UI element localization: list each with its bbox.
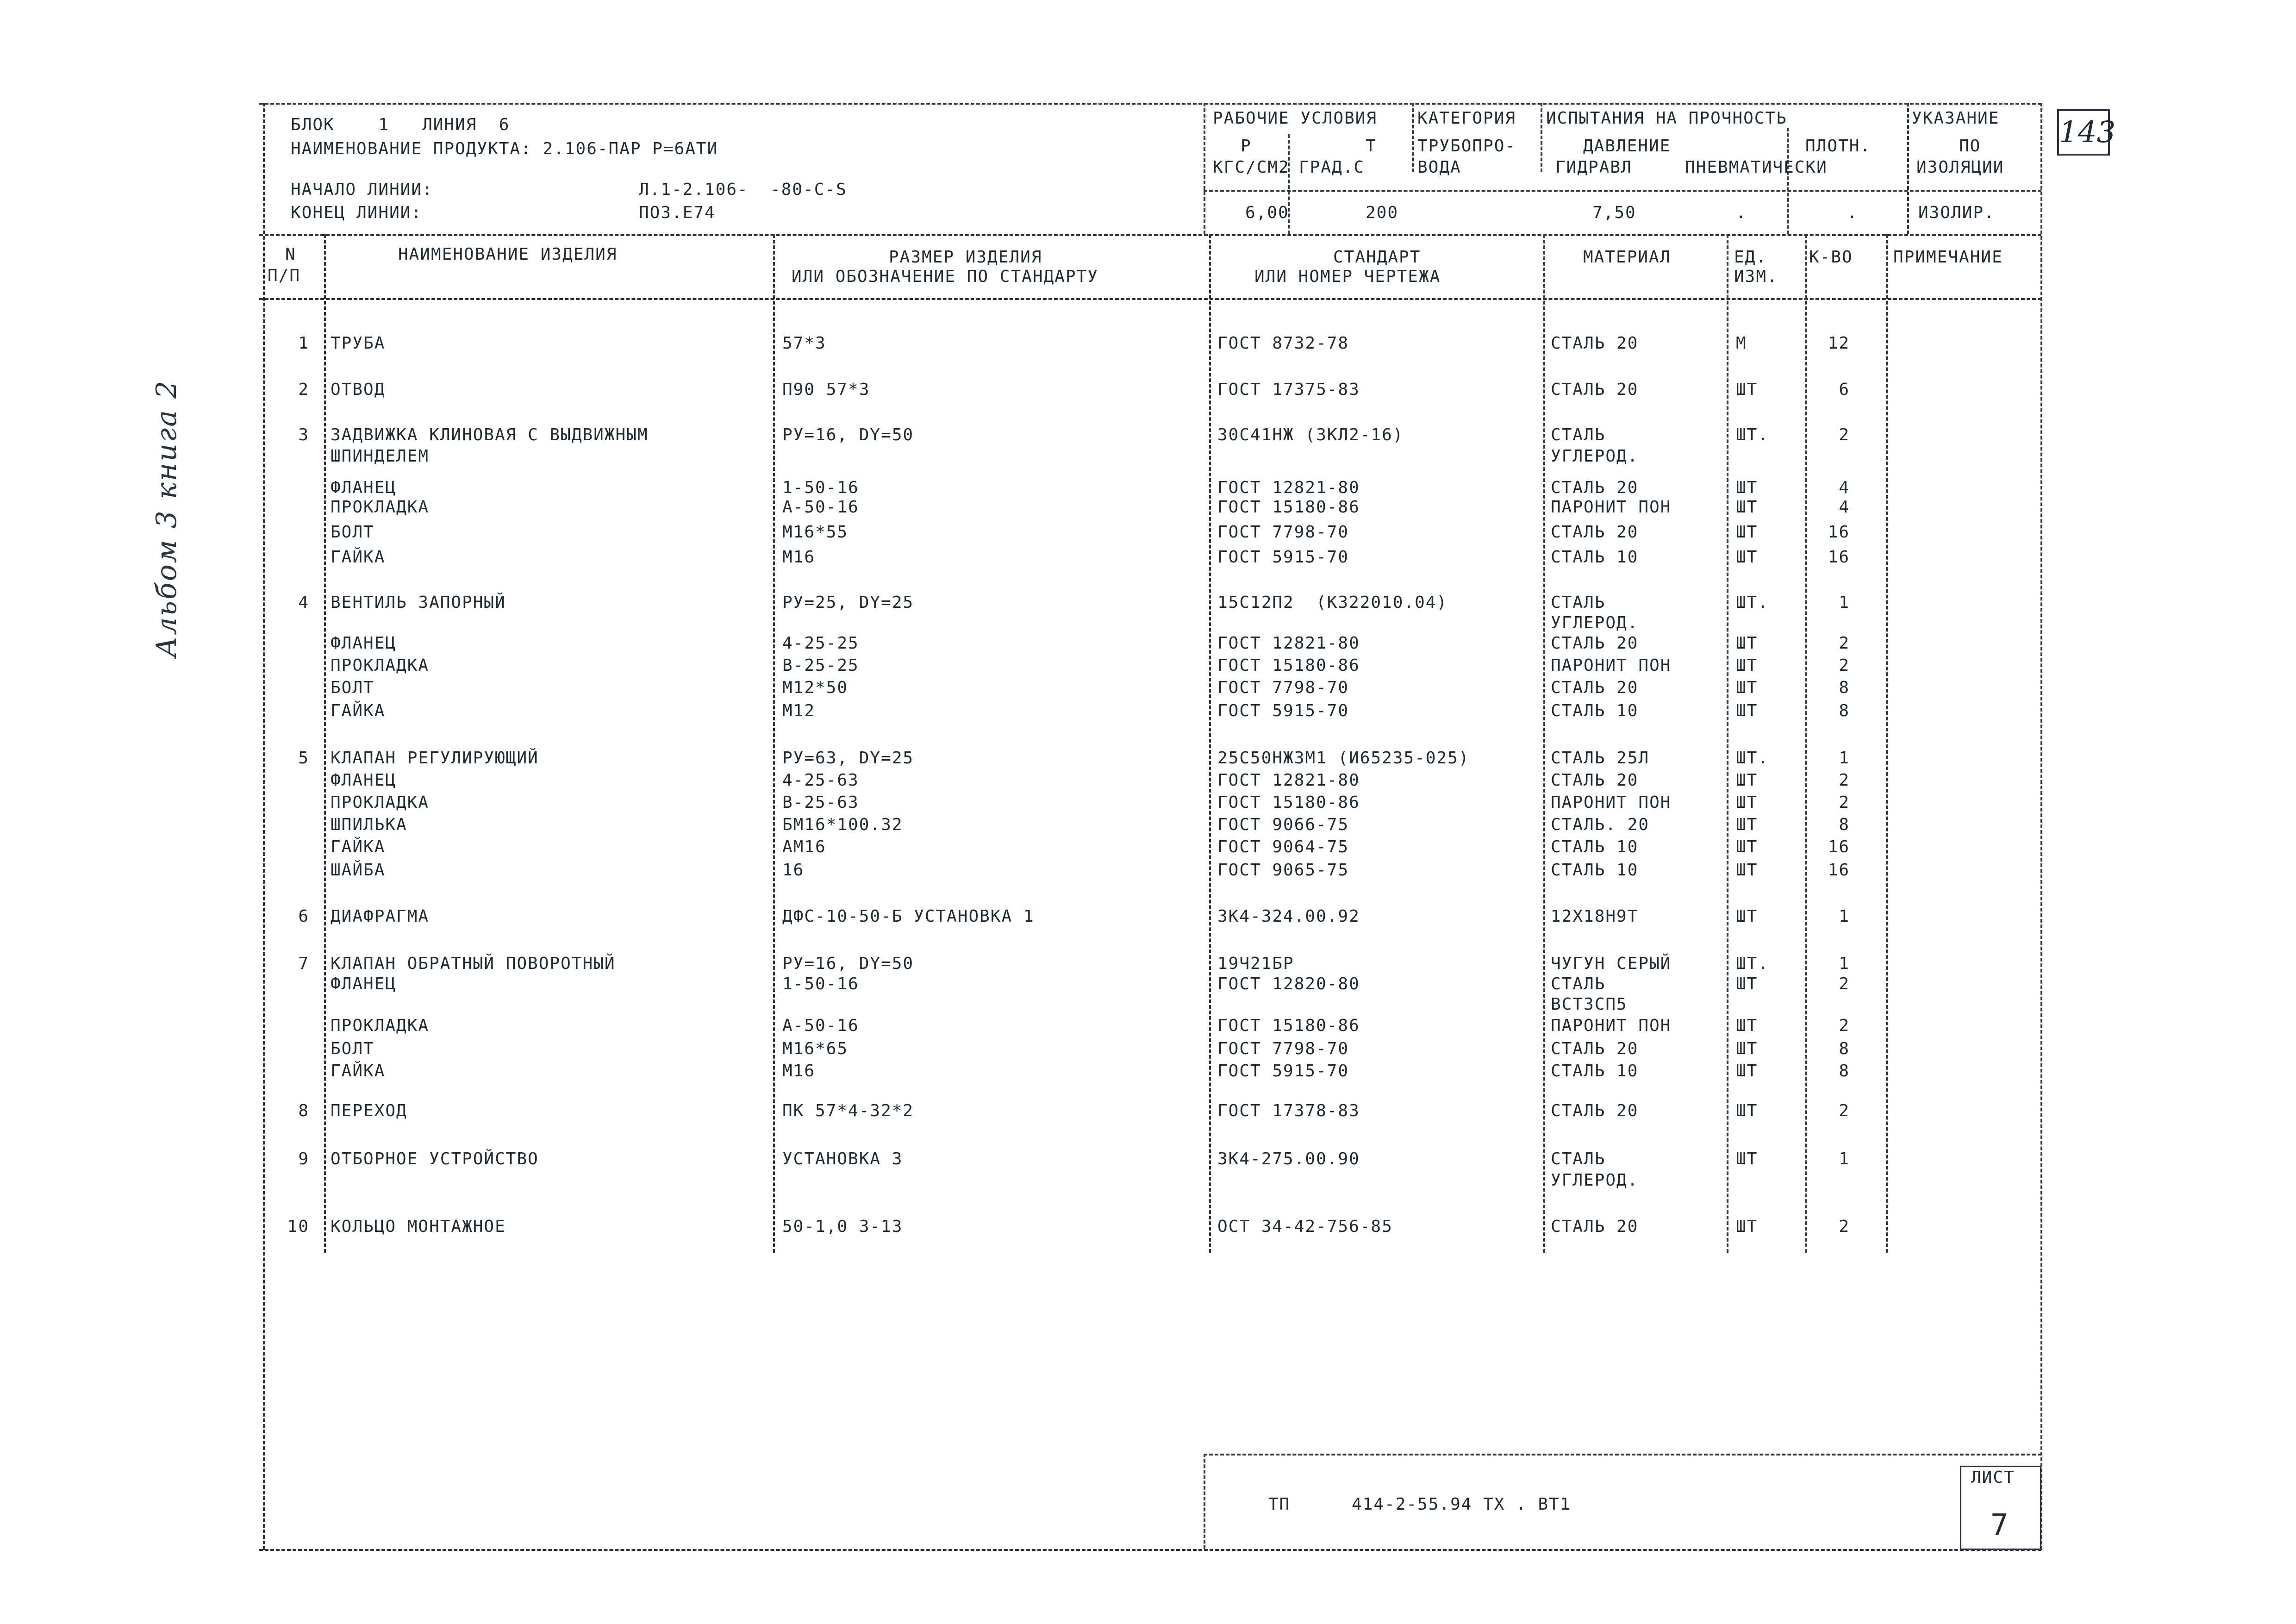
col-header-note: ПРИМЕЧАНИЕ <box>1893 248 2003 267</box>
row-name: ТРУБА <box>331 334 386 353</box>
row-size: 50-1,0 3-13 <box>782 1217 903 1236</box>
row-unit: ШТ <box>1736 974 1758 993</box>
header-insulation-3: ИЗОЛЯЦИИ <box>1916 158 2004 177</box>
col-header-number-2: П/П <box>268 266 301 285</box>
row-size: А-50-16 <box>782 498 859 517</box>
header-col-line-4 <box>1541 103 1542 172</box>
row-material: УГЛЕРОД. <box>1551 613 1639 632</box>
row-size: БМ16*100.32 <box>782 815 903 834</box>
header-category-2: ТРУБОПРО- <box>1417 137 1516 156</box>
row-quantity: 6 <box>1839 380 1850 399</box>
row-material: ПАРОНИТ ПОН <box>1551 498 1672 517</box>
row-quantity: 8 <box>1839 1062 1850 1081</box>
row-name: КОЛЬЦО МОНТАЖНОЕ <box>331 1217 506 1236</box>
row-number: 5 <box>298 749 309 768</box>
header-block-line: БЛОК 1 ЛИНИЯ 6 <box>291 115 510 134</box>
row-size: М16 <box>782 1062 816 1081</box>
columns-bottom-line <box>259 298 2041 300</box>
row-material: СТАЛЬ 20 <box>1551 478 1639 497</box>
row-name: ГАЙКА <box>331 1062 386 1081</box>
row-size: 16 <box>782 861 805 880</box>
stamp-doc-prefix: ТП <box>1268 1495 1291 1514</box>
header-temp-symbol: Т <box>1366 137 1377 156</box>
row-unit: ШТ <box>1736 907 1758 926</box>
row-quantity: 16 <box>1828 523 1850 542</box>
col-header-quantity: К-ВО <box>1809 248 1853 267</box>
row-material: УГЛЕРОД. <box>1551 1171 1639 1190</box>
row-standard: 3К4-275.00.90 <box>1217 1149 1360 1168</box>
table-col-line-qty <box>1805 234 1807 1253</box>
pneumatic-value-1: . <box>1736 203 1747 222</box>
row-size: М16 <box>782 548 816 567</box>
col-header-standard: СТАНДАРТ <box>1333 248 1421 267</box>
row-standard: ГОСТ 12821-80 <box>1217 771 1360 790</box>
row-unit: ШТ <box>1736 1101 1758 1120</box>
row-standard: ГОСТ 12821-80 <box>1217 634 1360 653</box>
row-material: СТАЛЬ 20 <box>1551 634 1639 653</box>
row-standard: 25С50НЖ3М1 (И65235-025) <box>1217 749 1470 768</box>
row-size: РУ=16, DY=50 <box>782 954 914 973</box>
row-standard: ГОСТ 5915-70 <box>1217 1062 1349 1081</box>
row-material: ПАРОНИТ ПОН <box>1551 1016 1672 1035</box>
header-line-end-value: ПОЗ.Е74 <box>639 203 716 222</box>
row-size: РУ=25, DY=25 <box>782 593 914 612</box>
row-material: СТАЛЬ 10 <box>1551 548 1639 567</box>
row-name: БОЛТ <box>331 523 374 542</box>
col-header-name: НАИМЕНОВАНИЕ ИЗДЕЛИЯ <box>398 245 618 264</box>
row-material: СТАЛЬ 10 <box>1551 837 1639 856</box>
row-number: 8 <box>298 1101 309 1120</box>
row-standard: ГОСТ 15180-86 <box>1217 793 1360 812</box>
row-standard: ГОСТ 8732-78 <box>1217 334 1349 353</box>
row-quantity: 2 <box>1839 771 1850 790</box>
row-unit: ШТ <box>1736 523 1758 542</box>
row-size: М12*50 <box>782 678 849 697</box>
row-quantity: 2 <box>1839 1101 1850 1120</box>
row-size: РУ=16, DY=50 <box>782 425 914 444</box>
row-material: СТАЛЬ 20 <box>1551 523 1639 542</box>
header-col-line-5 <box>1787 128 1789 234</box>
header-strength-test: ИСПЫТАНИЯ НА ПРОЧНОСТЬ <box>1546 109 1787 128</box>
row-material: 12Х18Н9Т <box>1551 907 1639 926</box>
row-material: СТАЛЬ <box>1551 974 1606 993</box>
row-standard: ГОСТ 15180-86 <box>1217 498 1360 517</box>
row-material: СТАЛЬ 10 <box>1551 701 1639 720</box>
row-standard: ГОСТ 12821-80 <box>1217 478 1360 497</box>
album-note: Альбом 3 книга 2 <box>150 379 183 658</box>
row-quantity: 1 <box>1839 749 1850 768</box>
pneumatic-value-2: . <box>1847 203 1858 222</box>
stamp-left-line <box>1204 1454 1205 1549</box>
table-col-line-unit <box>1727 234 1728 1253</box>
row-material: СТАЛЬ 20 <box>1551 1217 1639 1236</box>
frame-right-line <box>2040 103 2042 1550</box>
row-number: 2 <box>298 380 309 399</box>
row-material: СТАЛЬ 25Л <box>1551 749 1650 768</box>
row-material: СТАЛЬ <box>1551 1149 1606 1168</box>
row-quantity: 2 <box>1839 974 1850 993</box>
row-name: ШПИНДЕЛЕМ <box>331 447 430 466</box>
row-quantity: 2 <box>1839 793 1850 812</box>
row-material: СТАЛЬ. 20 <box>1551 815 1650 834</box>
row-quantity: 12 <box>1828 334 1850 353</box>
row-size: 1-50-16 <box>782 478 859 497</box>
header-col-line-1 <box>1204 103 1205 234</box>
row-material: СТАЛЬ 20 <box>1551 1039 1639 1058</box>
header-line-start-label: НАЧАЛО ЛИНИИ: <box>291 180 433 199</box>
col-header-unit-2: ИЗМ. <box>1734 267 1778 286</box>
insulation-value: ИЗОЛИР. <box>1918 203 1995 222</box>
header-divider-line <box>1204 190 2041 192</box>
row-size: П90 57*3 <box>782 380 870 399</box>
row-name: ЗАДВИЖКА КЛИНОВАЯ С ВЫДВИЖНЫМ <box>331 425 649 444</box>
row-name: ДИАФРАГМА <box>331 907 430 926</box>
row-material: ВСТ3СП5 <box>1551 995 1628 1014</box>
header-col-line-6 <box>1907 103 1909 234</box>
table-col-line-mat <box>1543 234 1545 1253</box>
row-unit: ШТ <box>1736 678 1758 697</box>
col-header-number: N <box>285 245 296 264</box>
table-col-line-size <box>773 234 775 1253</box>
row-standard: 30С41НЖ (ЗКЛ2-16) <box>1217 425 1404 444</box>
row-unit: ШТ <box>1736 548 1758 567</box>
row-quantity: 16 <box>1828 861 1850 880</box>
row-quantity: 2 <box>1839 656 1850 675</box>
row-standard: ГОСТ 9066-75 <box>1217 815 1349 834</box>
row-unit: ШТ <box>1736 634 1758 653</box>
row-name: ПЕРЕХОД <box>331 1101 407 1120</box>
row-standard: ГОСТ 17378-83 <box>1217 1101 1360 1120</box>
row-name: ПРОКЛАДКА <box>331 498 430 517</box>
row-name: КЛАПАН РЕГУЛИРУЮЩИЙ <box>331 749 539 768</box>
col-header-material: МАТЕРИАЛ <box>1583 248 1671 267</box>
row-unit: ШТ <box>1736 498 1758 517</box>
row-name: ФЛАНЕЦ <box>331 974 397 993</box>
row-unit: ШТ <box>1736 837 1758 856</box>
row-material: СТАЛЬ <box>1551 593 1606 612</box>
row-unit: ШТ <box>1736 656 1758 675</box>
header-line-end-label: КОНЕЦ ЛИНИИ: <box>291 203 423 222</box>
header-work-conditions: РАБОЧИЕ УСЛОВИЯ <box>1213 109 1378 128</box>
row-unit: ШТ <box>1736 815 1758 834</box>
row-size: РУ=63, DY=25 <box>782 749 914 768</box>
row-name: КЛАПАН ОБРАТНЫЙ ПОВОРОТНЫЙ <box>331 954 616 973</box>
row-number: 10 <box>287 1217 309 1236</box>
row-standard: ГОСТ 12820-80 <box>1217 974 1360 993</box>
row-quantity: 1 <box>1839 907 1850 926</box>
row-quantity: 1 <box>1839 1149 1850 1168</box>
row-name: ФЛАНЕЦ <box>331 771 397 790</box>
hydraulic-value: 7,50 <box>1592 203 1636 222</box>
row-name: ГАЙКА <box>331 548 386 567</box>
row-name: БОЛТ <box>331 678 374 697</box>
row-quantity: 2 <box>1839 1016 1850 1035</box>
row-material: СТАЛЬ 20 <box>1551 334 1639 353</box>
col-header-size-2: ИЛИ ОБОЗНАЧЕНИЕ ПО СТАНДАРТУ <box>792 267 1098 286</box>
header-density: ПЛОТН. <box>1805 137 1872 156</box>
row-standard: ГОСТ 5915-70 <box>1217 548 1349 567</box>
header-pneumatic: ПНЕВМАТИЧЕСКИ <box>1685 158 1828 177</box>
row-number: 6 <box>298 907 309 926</box>
row-size: 4-25-63 <box>782 771 859 790</box>
row-size: В-25-25 <box>782 656 859 675</box>
row-unit: ШТ <box>1736 861 1758 880</box>
table-col-line-note <box>1886 234 1888 1253</box>
col-header-standard-2: ИЛИ НОМЕР ЧЕРТЕЖА <box>1254 267 1441 286</box>
row-size: УСТАНОВКА 3 <box>782 1149 903 1168</box>
row-name: ГАЙКА <box>331 701 386 720</box>
row-name: БОЛТ <box>331 1039 374 1058</box>
row-unit: ШТ <box>1736 478 1758 497</box>
row-size: В-25-63 <box>782 793 859 812</box>
row-quantity: 8 <box>1839 678 1850 697</box>
row-name: ПРОКЛАДКА <box>331 1016 430 1035</box>
row-unit: ШТ <box>1736 793 1758 812</box>
row-material: СТАЛЬ <box>1551 425 1606 444</box>
row-size: 57*3 <box>782 334 826 353</box>
row-standard: ГОСТ 5915-70 <box>1217 701 1349 720</box>
row-name: ВЕНТИЛЬ ЗАПОРНЫЙ <box>331 593 506 612</box>
frame-bottom-line <box>259 1549 2041 1551</box>
row-material: СТАЛЬ 20 <box>1551 771 1639 790</box>
row-number: 3 <box>298 425 309 444</box>
row-unit: ШТ <box>1736 1016 1758 1035</box>
row-material: СТАЛЬ 20 <box>1551 380 1639 399</box>
row-unit: ШТ <box>1736 1062 1758 1081</box>
row-unit: ШТ <box>1736 1149 1758 1168</box>
row-name: ФЛАНЕЦ <box>331 634 397 653</box>
row-size: ДФС-10-50-Б УСТАНОВКА 1 <box>782 907 1035 926</box>
row-size: А-50-16 <box>782 1016 859 1035</box>
row-number: 1 <box>298 334 309 353</box>
row-quantity: 1 <box>1839 954 1850 973</box>
sheet-number: 7 <box>1990 1508 2009 1543</box>
row-number: 7 <box>298 954 309 973</box>
row-standard: ГОСТ 15180-86 <box>1217 1016 1360 1035</box>
row-standard: ГОСТ 7798-70 <box>1217 678 1349 697</box>
row-size: 1-50-16 <box>782 974 859 993</box>
stamp-doc-code: 414-2-55.94 ТХ . ВТ1 <box>1352 1495 1571 1514</box>
row-material: СТАЛЬ 10 <box>1551 861 1639 880</box>
row-standard: ГОСТ 9065-75 <box>1217 861 1349 880</box>
row-unit: ШТ. <box>1736 954 1769 973</box>
row-unit: ШТ <box>1736 1039 1758 1058</box>
row-unit: ШТ. <box>1736 425 1769 444</box>
row-quantity: 16 <box>1828 837 1850 856</box>
row-unit: ШТ <box>1736 380 1758 399</box>
row-unit: ШТ. <box>1736 593 1769 612</box>
row-name: ФЛАНЕЦ <box>331 478 397 497</box>
row-standard: ГОСТ 7798-70 <box>1217 523 1349 542</box>
row-number: 9 <box>298 1149 309 1168</box>
row-size: 4-25-25 <box>782 634 859 653</box>
header-line-start-value: Л.1-2.106- -80-С-S <box>639 180 847 199</box>
row-size: АМ16 <box>782 837 826 856</box>
row-quantity: 16 <box>1828 548 1850 567</box>
row-size: М12 <box>782 701 816 720</box>
row-size: М16*55 <box>782 523 849 542</box>
row-size: М16*65 <box>782 1039 849 1058</box>
row-size: ПК 57*4-32*2 <box>782 1101 914 1120</box>
temperature-value: 200 <box>1366 203 1399 222</box>
row-unit: ШТ <box>1736 771 1758 790</box>
row-unit: ШТ. <box>1736 749 1769 768</box>
row-quantity: 2 <box>1839 425 1850 444</box>
header-hydraulic: ГИДРАВЛ <box>1555 158 1632 177</box>
page-number: 143 <box>2057 109 2110 156</box>
header-pressure-unit: КГС/СМ2 <box>1213 158 1290 177</box>
row-name: ПРОКЛАДКА <box>331 793 430 812</box>
row-quantity: 8 <box>1839 1039 1850 1058</box>
header-insulation-1: УКАЗАНИЕ <box>1912 109 2000 128</box>
row-standard: ОСТ 34-42-756-85 <box>1217 1217 1393 1236</box>
row-material: СТАЛЬ 10 <box>1551 1062 1639 1081</box>
row-quantity: 4 <box>1839 478 1850 497</box>
header-insulation-2: ПО <box>1959 137 1981 156</box>
row-standard: ГОСТ 17375-83 <box>1217 380 1360 399</box>
row-unit: М <box>1736 334 1747 353</box>
row-material: СТАЛЬ 20 <box>1551 1101 1639 1120</box>
pressure-value: 6,00 <box>1245 203 1289 222</box>
row-material: ПАРОНИТ ПОН <box>1551 793 1672 812</box>
row-number: 4 <box>298 593 309 612</box>
col-header-size: РАЗМЕР ИЗДЕЛИЯ <box>889 248 1042 267</box>
row-standard: ГОСТ 15180-86 <box>1217 656 1360 675</box>
row-standard: ГОСТ 9064-75 <box>1217 837 1349 856</box>
stamp-top-line <box>1204 1454 2041 1455</box>
frame-top-line <box>259 103 2041 105</box>
row-quantity: 4 <box>1839 498 1850 517</box>
row-standard: 3К4-324.00.92 <box>1217 907 1360 926</box>
row-material: ПАРОНИТ ПОН <box>1551 656 1672 675</box>
row-standard: 15С12П2 (К322010.04) <box>1217 593 1448 612</box>
header-pressure: ДАВЛЕНИЕ <box>1583 137 1671 156</box>
row-material: УГЛЕРОД. <box>1551 447 1639 466</box>
row-standard: ГОСТ 7798-70 <box>1217 1039 1349 1058</box>
header-product-name: НАИМЕНОВАНИЕ ПРОДУКТА: 2.106-ПАР Р=6АТИ <box>291 139 718 158</box>
header-col-line-3 <box>1412 103 1414 172</box>
row-standard: 19Ч21БР <box>1217 954 1294 973</box>
header-bottom-line <box>259 234 2041 236</box>
header-category-3: ВОДА <box>1417 158 1461 177</box>
row-quantity: 1 <box>1839 593 1850 612</box>
table-col-line-std <box>1209 234 1211 1253</box>
row-name: ГАЙКА <box>331 837 386 856</box>
header-pressure-symbol: Р <box>1241 137 1252 156</box>
row-material: СТАЛЬ 20 <box>1551 678 1639 697</box>
row-name: ОТБОРНОЕ УСТРОЙСТВО <box>331 1149 539 1168</box>
row-quantity: 8 <box>1839 815 1850 834</box>
row-quantity: 8 <box>1839 701 1850 720</box>
table-col-line-num <box>324 234 326 1253</box>
header-category-1: КАТЕГОРИЯ <box>1417 109 1516 128</box>
header-temp-unit: ГРАД.С <box>1299 158 1365 177</box>
row-unit: ШТ <box>1736 701 1758 720</box>
row-quantity: 2 <box>1839 634 1850 653</box>
row-unit: ШТ <box>1736 1217 1758 1236</box>
frame-left-line <box>263 103 265 1550</box>
col-header-unit: ЕД. <box>1734 248 1767 267</box>
sheet-label: ЛИСТ <box>1971 1468 2015 1487</box>
row-name: ШПИЛЬКА <box>331 815 407 834</box>
row-quantity: 2 <box>1839 1217 1850 1236</box>
row-name: ОТВОД <box>331 380 386 399</box>
row-name: ПРОКЛАДКА <box>331 656 430 675</box>
row-material: ЧУГУН СЕРЫЙ <box>1551 954 1672 973</box>
row-name: ШАЙБА <box>331 861 386 880</box>
